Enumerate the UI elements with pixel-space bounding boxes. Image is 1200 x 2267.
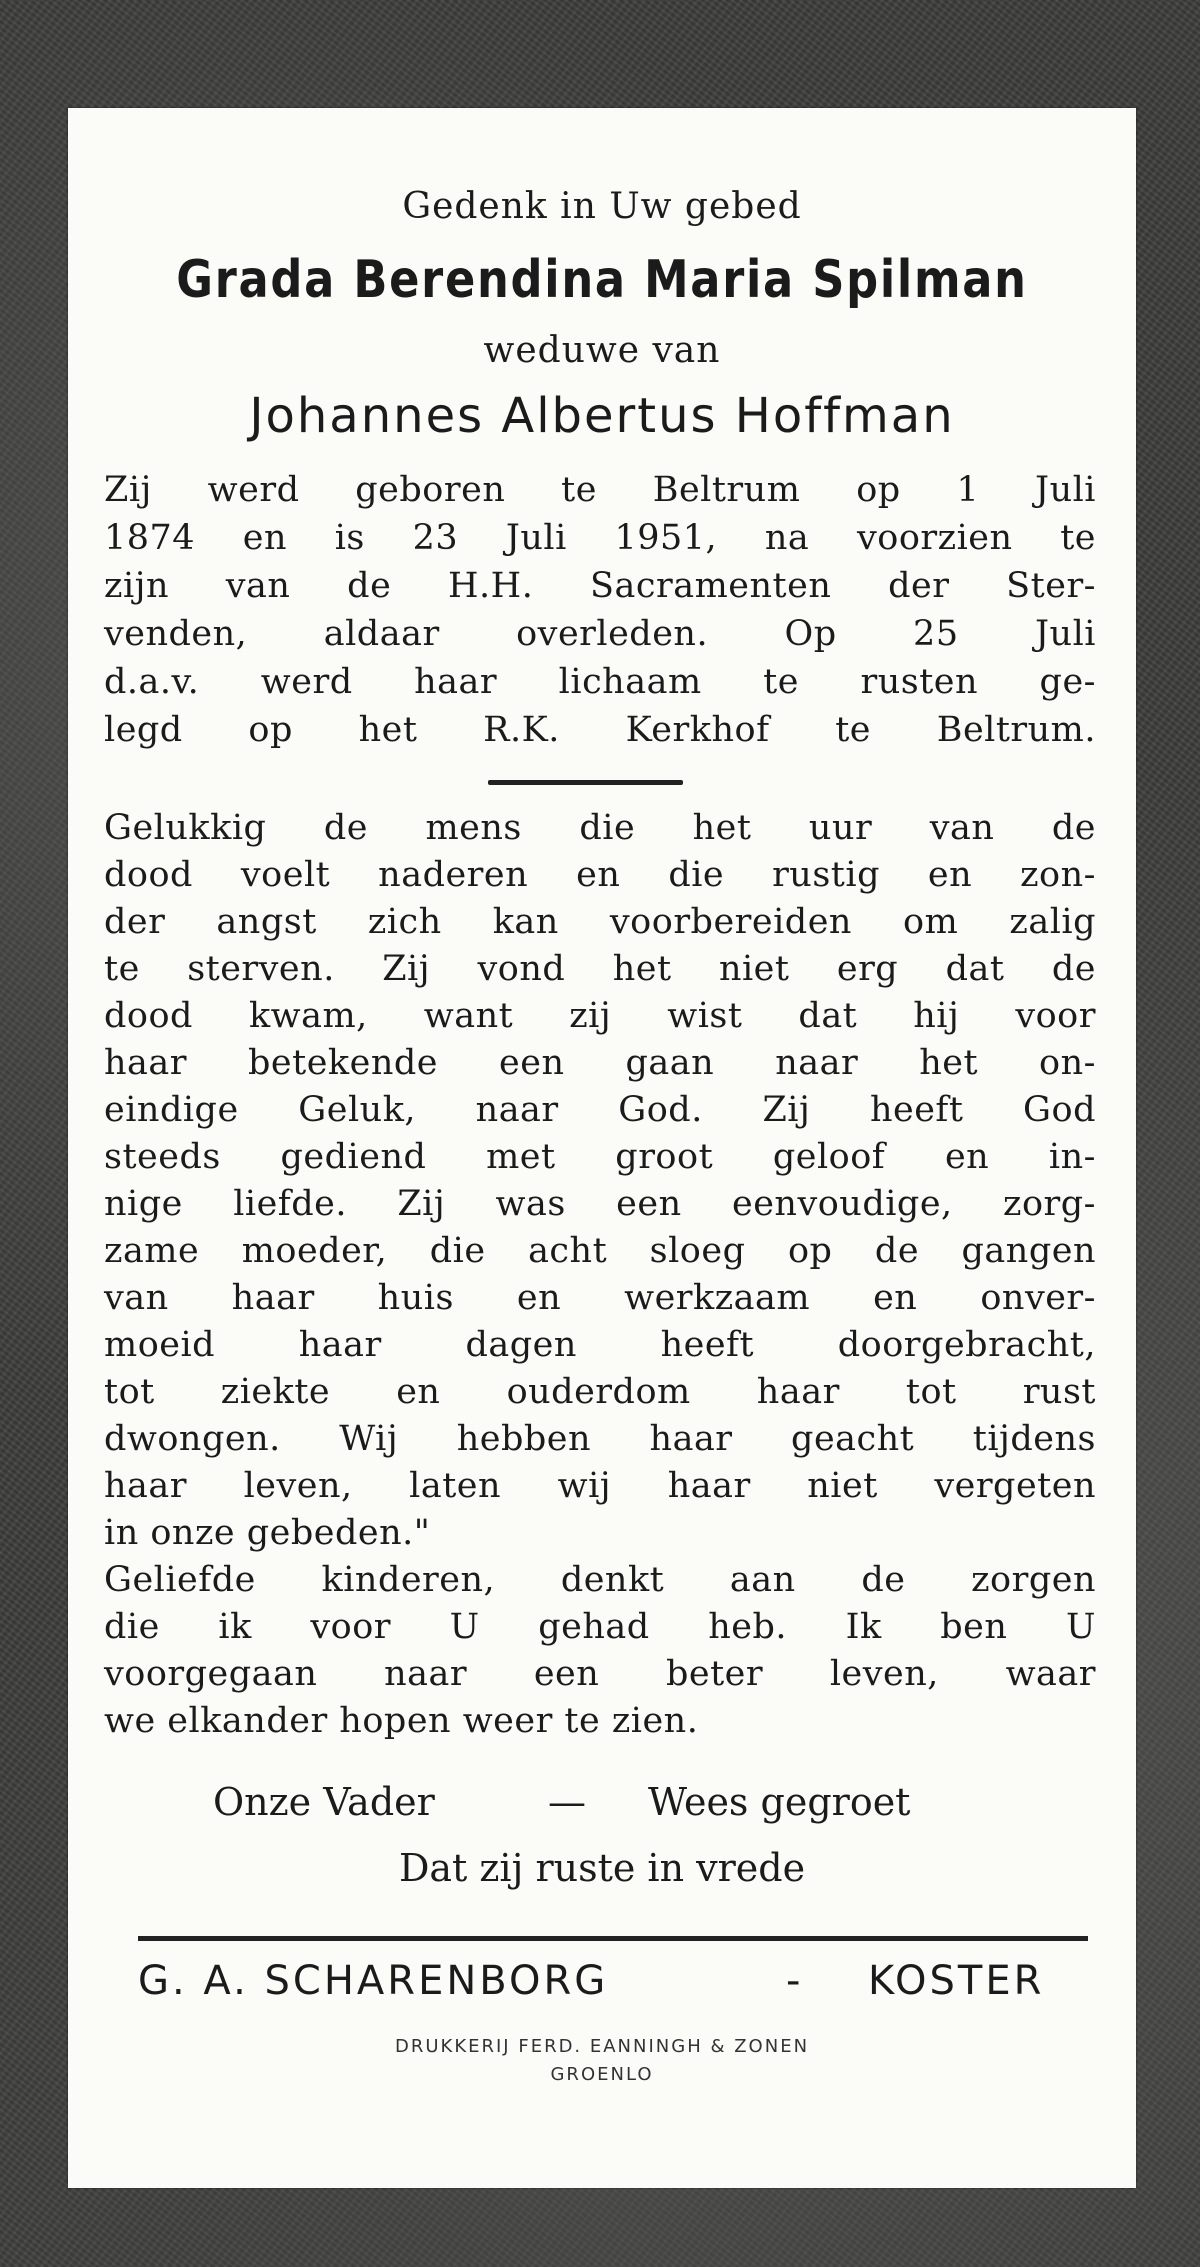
text-line: Geliefde kinderen, denkt aan de zorgen <box>104 1560 1096 1600</box>
text-line: der angst zich kan voorbereiden om zalig <box>104 902 1096 942</box>
text-line: dood voelt naderen en die rustig en zon- <box>104 855 1096 895</box>
deceased-name: Grada Berendina Maria Spilman <box>176 250 1028 310</box>
bio-line: venden, aldaar overleden. Op 25 Juli <box>104 614 1096 654</box>
prayer-separator: — <box>548 1780 586 1824</box>
funeral-director-name: G. A. SCHARENBORG <box>138 1958 609 2004</box>
text-line: tot ziekte en ouderdom haar tot rust <box>104 1372 1096 1412</box>
text-line: steeds gediend met groot geloof en in- <box>104 1137 1096 1177</box>
text-line: eindige Geluk, naar God. Zij heeft God <box>104 1090 1096 1130</box>
text-line: haar betekende een gaan naar het on- <box>104 1043 1096 1083</box>
intro-text: Gedenk in Uw gebed <box>402 186 802 227</box>
divider-short <box>488 780 683 785</box>
relation-text: weduwe van <box>483 330 721 371</box>
text-line: we elkander hopen weer te zien. <box>104 1701 699 1741</box>
text-line: in onze gebeden." <box>104 1513 431 1553</box>
text-line: moeid haar dagen heeft doorgebracht, <box>104 1325 1096 1365</box>
text-line: te sterven. Zij vond het niet erg dat de <box>104 949 1096 989</box>
text-line: die ik voor U gehad heb. Ik ben U <box>104 1607 1096 1647</box>
memorial-card <box>68 108 1136 2188</box>
bio-line: zijn van de H.H. Sacramenten der Ster- <box>104 566 1096 606</box>
husband-name: Johannes Albertus Hoffman <box>249 388 955 444</box>
deceased-name-row <box>68 250 1136 310</box>
text-line: voorgegaan naar een beter leven, waar <box>104 1654 1096 1694</box>
prayer-our-father: Onze Vader <box>213 1780 435 1824</box>
funeral-director-separator: - <box>786 1958 804 2004</box>
text-line: haar leven, laten wij haar niet vergeten <box>104 1466 1096 1506</box>
bio-line: d.a.v. werd haar lichaam te rusten ge- <box>104 662 1096 702</box>
bio-line: 1874 en is 23 Juli 1951, na voorzien te <box>104 518 1096 558</box>
rest-in-peace: Dat zij ruste in vrede <box>398 1846 806 1890</box>
printer-name: DRUKKERIJ FERD. EANNINGH & ZONEN <box>394 2036 810 2057</box>
text-line: dood kwam, want zij wist dat hij voor <box>104 996 1096 1036</box>
divider-long <box>138 1936 1088 1941</box>
printer-city: GROENLO <box>550 2064 654 2085</box>
funeral-director-title: KOSTER <box>868 1958 1045 2004</box>
bio-line: legd op het R.K. Kerkhof te Beltrum. <box>104 710 1096 750</box>
prayer-hail-mary: Wees gegroet <box>648 1780 911 1824</box>
bio-line: Zij werd geboren te Beltrum op 1 Juli <box>104 470 1096 510</box>
text-line: van haar huis en werkzaam en onver- <box>104 1278 1096 1318</box>
text-line: nige liefde. Zij was een eenvoudige, zorg- <box>104 1184 1096 1224</box>
text-line: Gelukkig de mens die het uur van de <box>104 808 1096 848</box>
text-line: dwongen. Wij hebben haar geacht tijdens <box>104 1419 1096 1459</box>
text-line: zame moeder, die acht sloeg op de gangen <box>104 1231 1096 1271</box>
